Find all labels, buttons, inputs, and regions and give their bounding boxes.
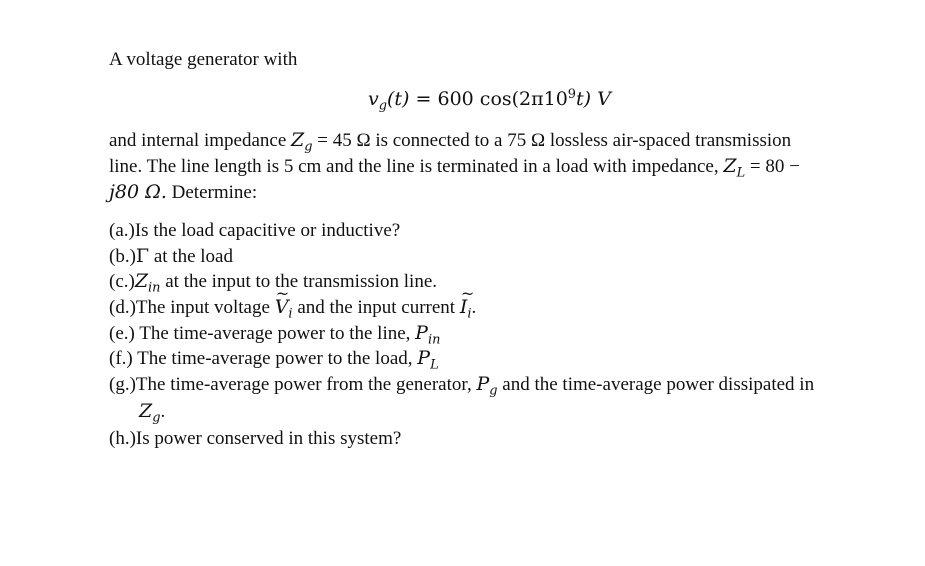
item-h-text: Is power conserved in this system? <box>135 428 402 449</box>
item-a <box>109 220 400 242</box>
item-d <box>109 296 477 322</box>
item-b <box>109 245 233 268</box>
paragraph-line-1 <box>109 129 792 155</box>
item-e <box>109 322 441 348</box>
intro-text <box>109 49 297 71</box>
ii-phasor-symbol: ~ I <box>460 296 468 318</box>
item-a-label: (a.) <box>109 220 135 241</box>
item-a-text: Is the load capacitive or inductive? <box>134 220 401 241</box>
eq-equals: = <box>415 88 432 110</box>
item-f-label: (f.) <box>109 348 133 369</box>
item-g-cont-end: . <box>160 401 166 422</box>
item-b-label: (b.) <box>109 246 136 267</box>
item-g-label: (g.) <box>109 374 136 395</box>
intro-sentence: A voltage generator with <box>109 49 298 70</box>
zg-sub: g <box>304 139 313 155</box>
eq-amplitude: 600 <box>437 88 474 110</box>
item-c-text: at the input to the transmission line. <box>160 271 438 292</box>
item-c <box>109 270 438 296</box>
item-c-label: (c.) <box>109 271 135 292</box>
item-d-label: (d.) <box>109 297 136 318</box>
eq-v: v <box>368 88 379 110</box>
item-h <box>109 428 401 450</box>
item-g-continuation <box>139 400 166 426</box>
item-g <box>109 373 815 399</box>
item-e-text: The time-average power to the line, <box>134 323 416 344</box>
line2-tail: = 80 − <box>745 156 800 177</box>
line2-pre: line. The line length is 5 cm and the line is terminated in a load with impedance, <box>109 156 724 177</box>
item-e-label: (e.) <box>109 323 135 344</box>
paragraph-line-2 <box>109 155 800 181</box>
vi-sub: i <box>288 306 293 322</box>
paragraph-line-3 <box>109 181 257 204</box>
zl-symbol: Z <box>723 155 737 177</box>
item-d-pre: The input voltage <box>135 297 275 318</box>
zg-symbol: Z <box>291 129 305 151</box>
zl-sub: L <box>736 165 746 181</box>
line1-mid: = 45 Ω is connected to a 75 Ω lossless air-spaced transmission <box>312 130 792 151</box>
source-voltage-equation <box>368 86 611 114</box>
gamma-symbol: Γ <box>135 245 150 267</box>
eq-v-sub: g <box>378 98 387 114</box>
zin-sub: in <box>148 280 161 296</box>
zin-symbol: Z <box>134 270 149 292</box>
eq-func: cos(2π10 <box>479 88 568 110</box>
pg-symbol: P <box>476 373 490 395</box>
item-d-end: . <box>471 297 477 318</box>
eq-unit: V <box>597 88 611 110</box>
zl-imag-part: j80 Ω. <box>109 181 167 203</box>
item-f <box>109 347 439 373</box>
ii-sub: i <box>467 306 472 322</box>
determine-label: Determine: <box>166 182 258 203</box>
eq-exponent: 9 <box>567 86 577 102</box>
item-d-mid: and the input current <box>292 297 460 318</box>
item-h-label: (h.) <box>109 428 136 449</box>
vi-phasor-symbol: ~ V <box>275 296 289 318</box>
eq-arg: (t) <box>387 88 410 110</box>
item-g-pre: The time-average power from the generator, <box>135 374 477 395</box>
zg-cont-sub: g <box>152 410 161 426</box>
eq-arg-tail: t) <box>576 88 592 110</box>
pg-sub: g <box>489 383 498 399</box>
pin-sub: in <box>427 332 441 348</box>
line1-pre: and internal impedance <box>109 130 292 151</box>
zg-cont-symbol: Z <box>139 400 153 422</box>
item-g-post: and the time-average power dissipated in <box>497 374 815 395</box>
item-f-text: The time-average power to the load, <box>132 348 418 369</box>
pin-symbol: P <box>415 322 428 344</box>
item-b-text: at the load <box>149 246 233 267</box>
pl-symbol: P <box>417 347 431 369</box>
pl-sub: L <box>430 357 439 373</box>
